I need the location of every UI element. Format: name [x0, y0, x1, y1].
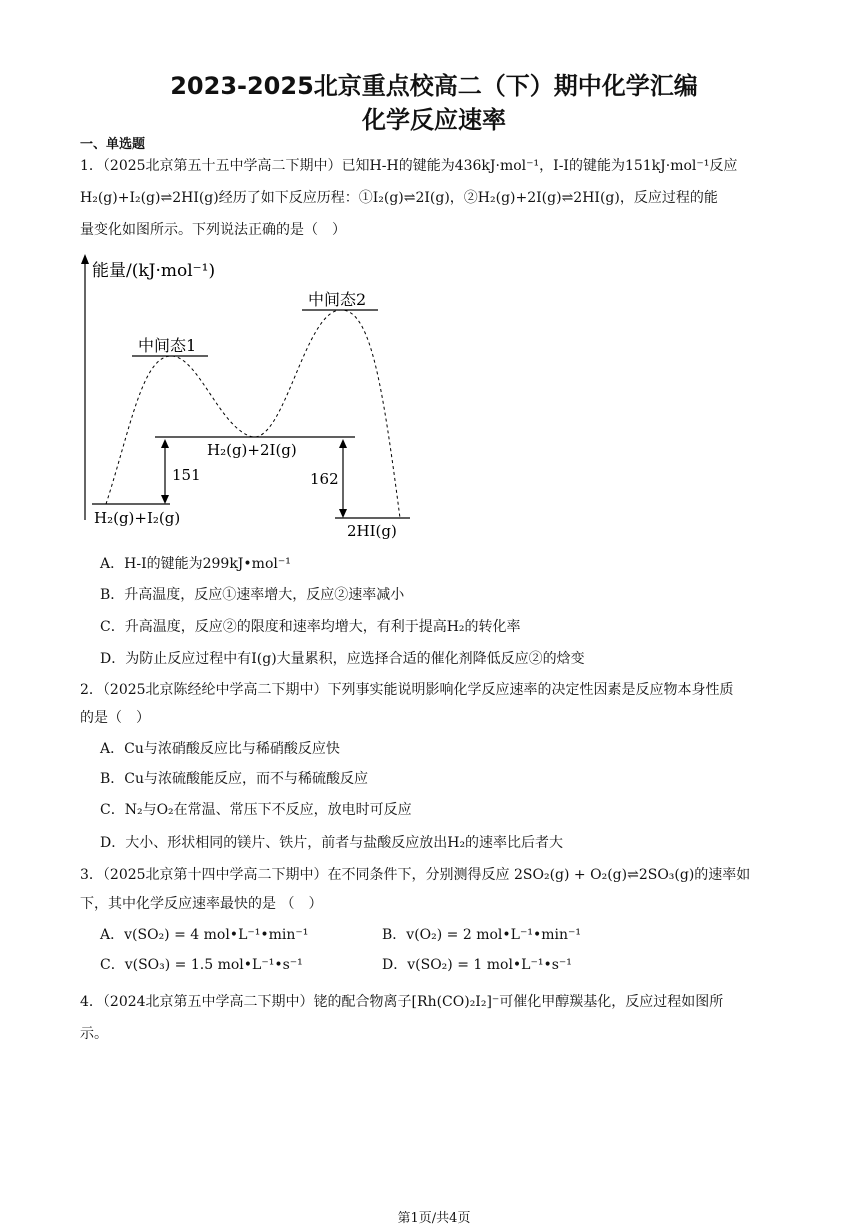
option-text: 大小、形状相同的镁片、铁片，前者与盐酸反应放出H₂的速率比后者大 [125, 835, 564, 851]
q4-stem-1: 铑的配合物离子[Rh(CO)₂I₂]⁻可催化甲醇羰基化，反应过程如图所 [313, 994, 724, 1010]
option-text: N₂与O₂在常温、常压下不反应，放电时可反应 [124, 802, 412, 818]
q1-option-a[interactable] [100, 554, 291, 574]
q1-source: （2025北京第五十五中学高二下期中） [102, 158, 342, 174]
section-heading: 一、单选题 [80, 137, 146, 152]
mid-level-label: H₂(g)+2I(g) [207, 441, 297, 459]
q1-number: 1． [80, 158, 103, 174]
option-label: C． [100, 957, 125, 973]
q1-option-d[interactable] [100, 649, 585, 669]
option-text: v(SO₂) = 4 mol•L⁻¹•min⁻¹ [124, 927, 309, 943]
option-text: Cu与浓硝酸反应比与稀硝酸反应快 [124, 741, 340, 757]
option-label: D． [100, 651, 126, 667]
q1-stem-3: 量变化如图所示。下列说法正确的是（ ） [80, 222, 346, 238]
q2-line1 [80, 680, 734, 700]
q4-line1 [80, 992, 723, 1012]
option-text: Cu与浓硫酸能反应，而不与稀硫酸反应 [124, 771, 369, 787]
q2-stem-1: 下列事实能说明影响化学反应速率的决定性因素是反应物本身性质 [327, 682, 734, 698]
q3-stem-2: 下，其中化学反应速率最快的是 （ ） [80, 896, 323, 912]
gap-left-arrowhead-bottom [161, 495, 169, 504]
q3-source: （2025北京第十四中学高二下期中） [102, 867, 328, 883]
q3-option-d[interactable] [382, 955, 572, 975]
option-label: B． [382, 927, 407, 943]
option-label: A． [100, 927, 125, 943]
option-text: 为防止反应过程中有I(g)大量累积，应选择合适的催化剂降低反应②的焓变 [125, 651, 585, 667]
gap-right-arrowhead-top [339, 439, 347, 448]
intermediate1-label: 中间态1 [138, 336, 197, 355]
right-level-label: 2HI(g) [347, 522, 397, 540]
y-axis-arrow [81, 254, 89, 264]
option-text: 升高温度，反应②的限度和速率均增大，有利于提高H₂的转化率 [124, 619, 521, 635]
option-label: A． [100, 556, 125, 572]
q2-option-a[interactable] [100, 739, 340, 759]
intermediate2-label: 中间态2 [308, 290, 367, 309]
q2-option-d[interactable] [100, 833, 563, 853]
q1-option-c[interactable] [100, 617, 521, 637]
q3-line1 [80, 865, 750, 885]
q3-option-b[interactable] [382, 925, 581, 945]
option-label: C． [100, 619, 125, 635]
q2-number: 2． [80, 682, 103, 698]
option-label: D． [382, 957, 408, 973]
gap-left-arrowhead-top [161, 439, 169, 448]
q3-stem-1: 在不同条件下，分别测得反应 2SO₂(g) + O₂(g)⇌2SO₃(g)的速率如 [327, 867, 751, 883]
option-text: 升高温度，反应①速率增大，反应②速率减小 [124, 587, 405, 603]
option-label: D． [100, 835, 126, 851]
q2-stem-2: 的是（ ） [80, 710, 150, 726]
option-label: A． [100, 741, 125, 757]
q3-option-a[interactable] [100, 925, 308, 945]
q2-option-c[interactable] [100, 800, 412, 820]
q4-stem-2: 示。 [80, 1026, 108, 1042]
energy-diagram [70, 250, 420, 545]
option-text: v(SO₃) = 1.5 mol•L⁻¹•s⁻¹ [124, 957, 303, 973]
option-label: B． [100, 587, 125, 603]
q4-source: （2024北京第五中学高二下期中） [102, 994, 314, 1010]
option-label: C． [100, 802, 125, 818]
gap-right-arrowhead-bottom [339, 509, 347, 518]
document-subtitle: 化学反应速率 [362, 106, 506, 134]
page-number: 第1页/共4页 [397, 1211, 471, 1226]
gap-left-label: 151 [172, 466, 201, 484]
q2-source: （2025北京陈经纶中学高二下期中） [102, 682, 328, 698]
q3-option-c[interactable] [100, 955, 303, 975]
q1-stem-2: H₂(g)+I₂(g)⇌2HI(g)经历了如下反应历程：①I₂(g)⇌2I(g)，②H₂(g)+2I(g)⇌2HI(g)，反应过程的能 [80, 190, 718, 206]
y-axis-label: 能量/(kJ·mol⁻¹) [92, 261, 216, 281]
q1-line1 [80, 156, 737, 176]
q2-option-b[interactable] [100, 769, 368, 789]
document-title: 2023-2025北京重点校高二（下）期中化学汇编 [170, 72, 698, 100]
left-level-label: H₂(g)+I₂(g) [94, 509, 181, 527]
option-text: v(SO₂) = 1 mol•L⁻¹•s⁻¹ [407, 957, 572, 973]
option-text: v(O₂) = 2 mol•L⁻¹•min⁻¹ [406, 927, 581, 943]
option-text: H-I的键能为299kJ•mol⁻¹ [124, 556, 291, 572]
option-label: B． [100, 771, 125, 787]
q3-number: 3． [80, 867, 103, 883]
q1-option-b[interactable] [100, 585, 404, 605]
q4-number: 4． [80, 994, 103, 1010]
q1-stem-1: 已知H-H的键能为436kJ·mol⁻¹，I-I的键能为151kJ·mol⁻¹反应 [341, 158, 738, 174]
gap-right-label: 162 [310, 470, 339, 488]
